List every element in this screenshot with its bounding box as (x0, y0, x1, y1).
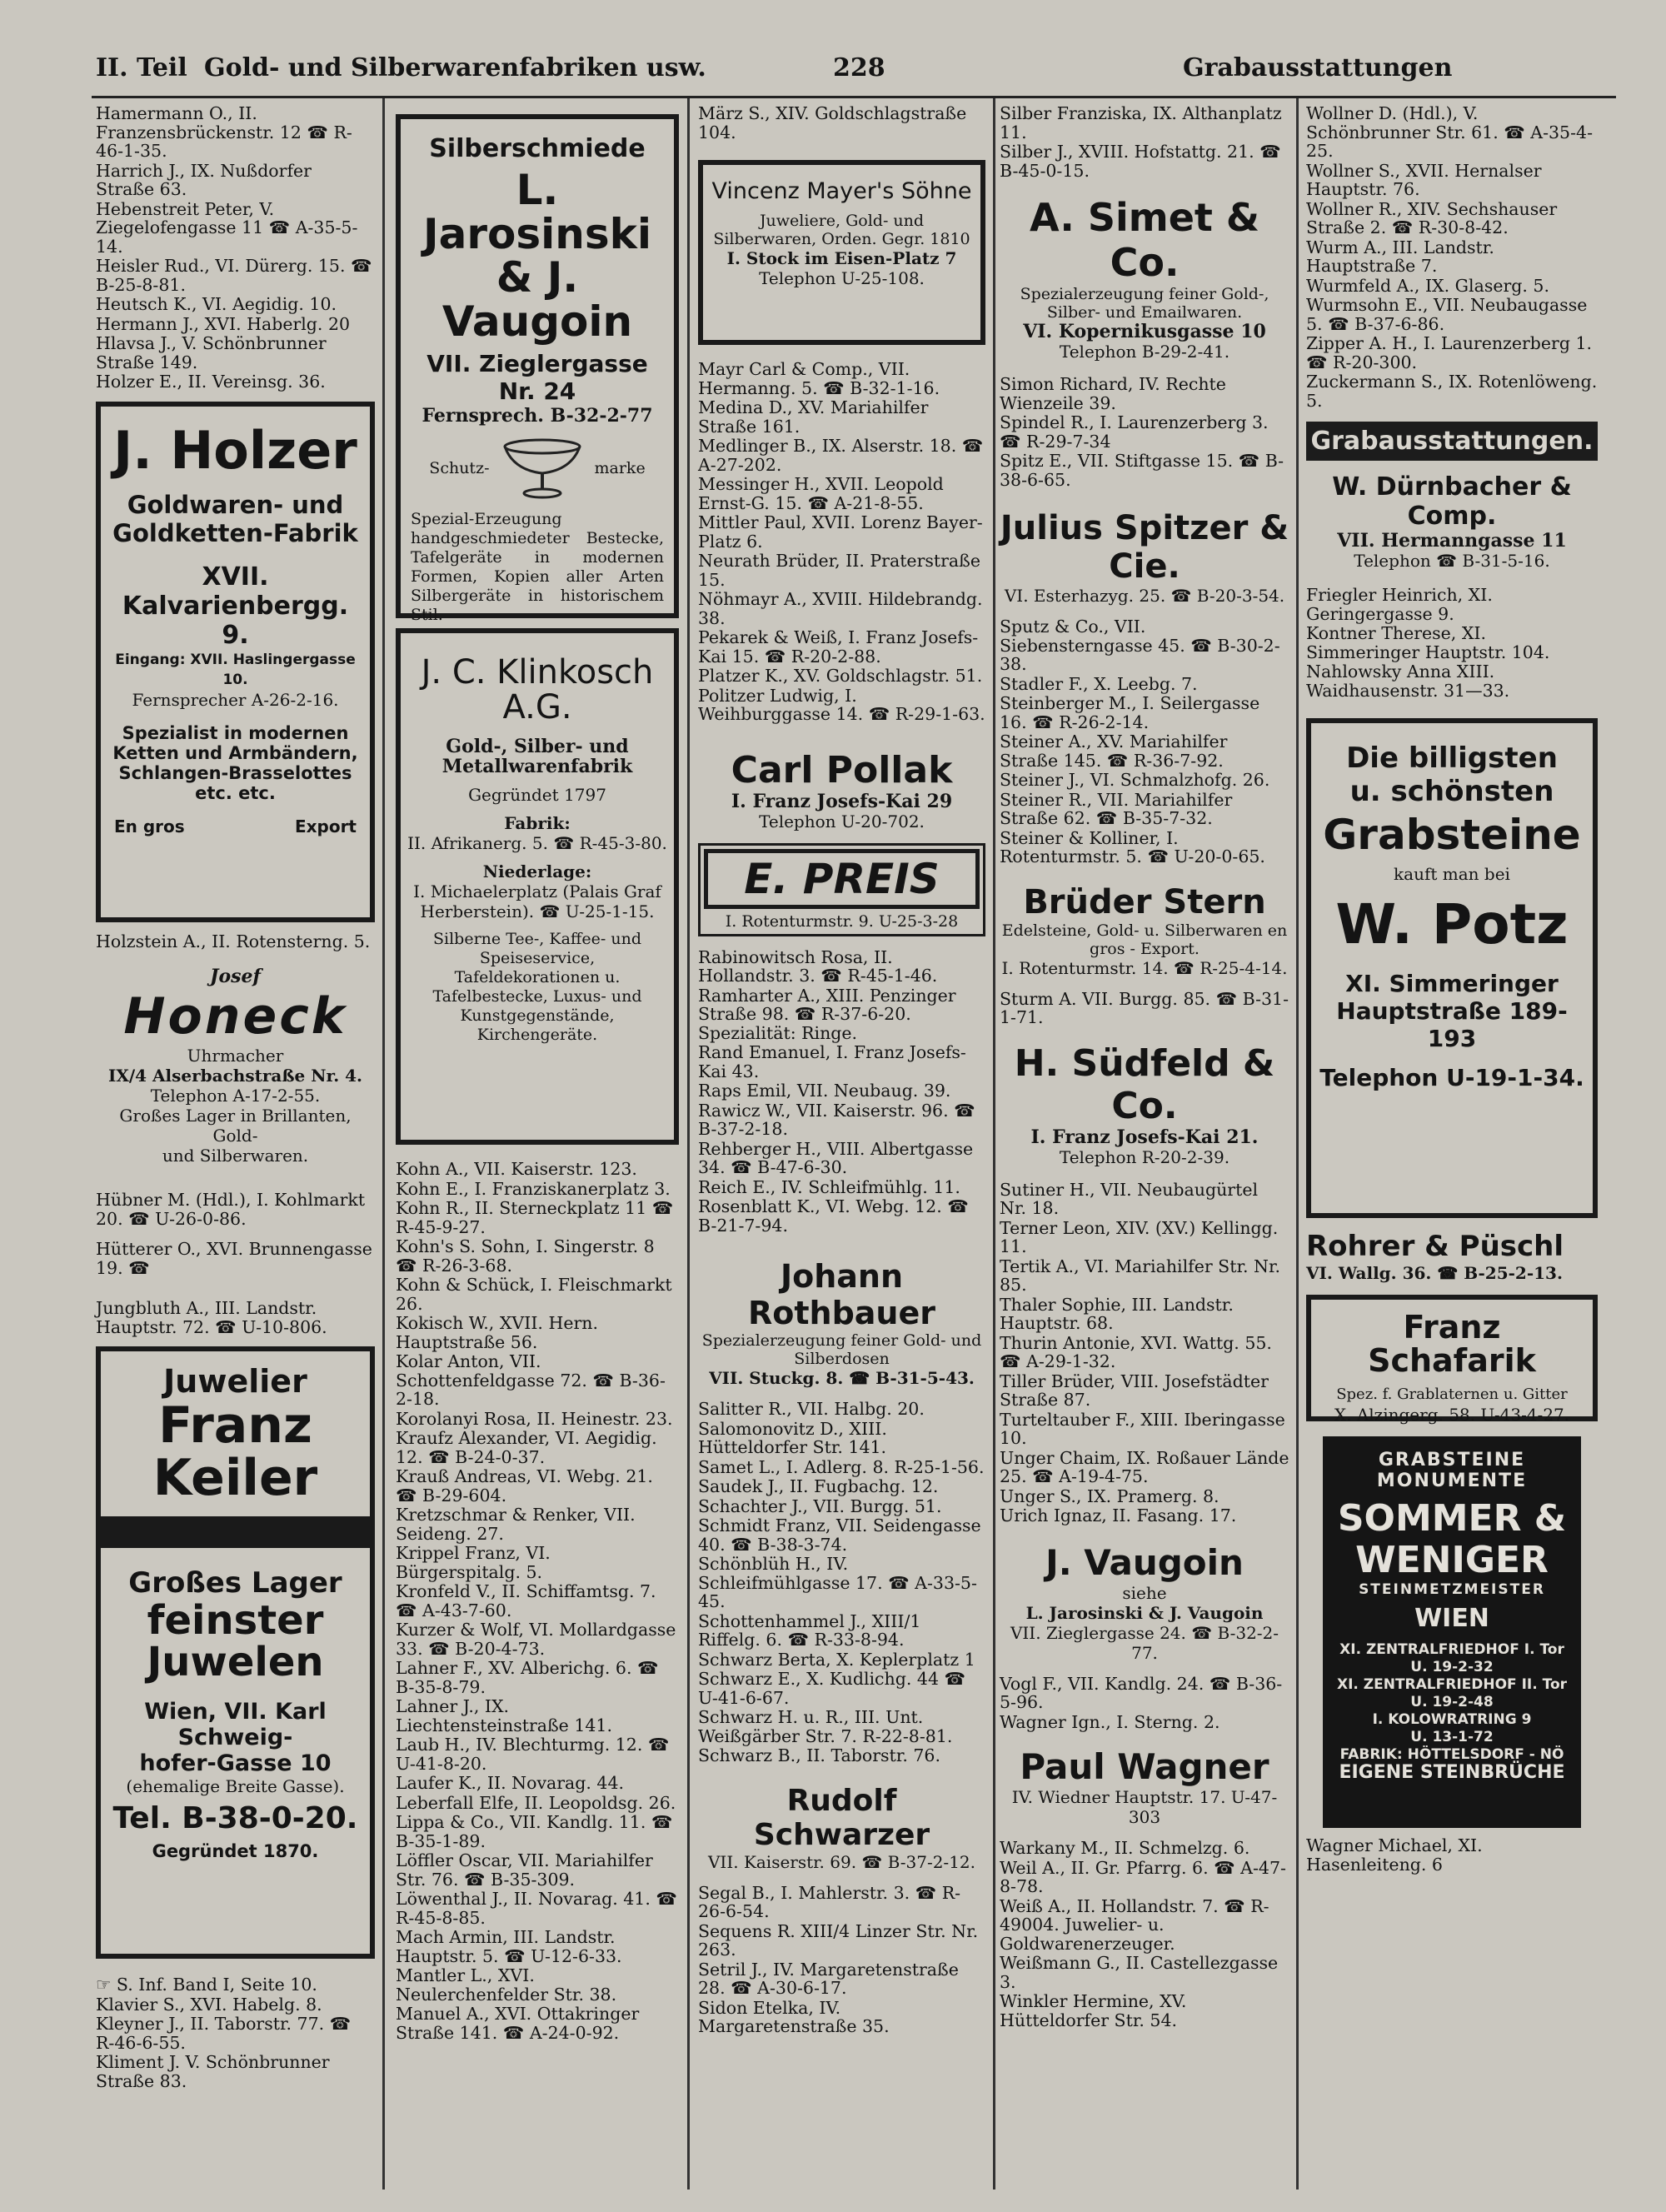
ad-text: Juwelen (147, 1639, 324, 1686)
section-heading: Grabausstattungen. (1306, 422, 1598, 461)
ad-phone: U. 13-1-72 (1410, 1729, 1494, 1745)
list-item: Messinger H., XVII. Leopold Ernst-G. 15. ☎ A-21-8-55. (698, 474, 944, 513)
ad-schafarik (1306, 1295, 1598, 1425)
list-item: Holzer E., II. Vereinsg. 36. (96, 372, 326, 392)
list-item: Schwarz Berta, X. Keplerplatz 1 (698, 1649, 975, 1670)
list-item: Platzer K., XV. Goldschlagstr. 51. (698, 666, 983, 686)
list-item: Zuckermann S., IX. Rotenlöweng. 5. (1306, 372, 1598, 411)
ad-address: I. Rotenturmstr. 9. U-25-3-28 (725, 911, 959, 931)
list-item: Mayr Carl & Comp., VII. Hermanng. 5. ☎ B-32-1-16. (698, 359, 940, 398)
list-item: Jungbluth A., III. Landstr. Hauptstr. 72. ☎ U-10-806. (96, 1298, 327, 1337)
list-item: Silber Franziska, IX. Althanplatz 11. (1000, 103, 1282, 142)
list-item: Wagner Ign., I. Sterng. 2. (1000, 1711, 1220, 1732)
ad-phone: Telephon A-17-2-55. (150, 1086, 321, 1106)
list-item: Segal B., I. Mahlerstr. 3. ☎ R-26-6-54. (698, 1882, 961, 1921)
ad-phone: Telephon B-29-2-41. (1059, 342, 1230, 362)
list-item: Lahner J., IX. Liechtensteinstraße 141. (396, 1696, 612, 1735)
list-item: Salomonovitz D., XIII. Hütteldorfer Str. 141. (698, 1418, 887, 1457)
ad-address: I. Stock im Eisen-Platz 7 (726, 248, 957, 269)
ad-address: Wien, VII. Karl Schweig- (144, 1698, 327, 1750)
ad-address: VII. Zieglergasse 24. ☎ B-32-2-77. (1010, 1622, 1279, 1663)
ad-address: XI. ZENTRALFRIEDHOF I. Tor (1339, 1641, 1564, 1658)
list-item: Samet L., I. Adlerg. 8. R-25-1-56. (698, 1456, 985, 1477)
list-item: Politzer Ludwig, I. Weihburggasse 14. ☎ R-29-1-63. (698, 685, 985, 724)
list-item: Schwarz H. u. R., III. Unt. Weißgärber Str. 7. R-22-8-81. (698, 1707, 953, 1746)
list-item: Löffler Oscar, VII. Mariahilfer Str. 76. ☎ B-35-309. (396, 1850, 653, 1890)
list-item: Krauß Andreas, VI. Webg. 21. ☎ B-29-604. (396, 1466, 653, 1505)
entry-list (96, 1191, 375, 1336)
ad-text: Gegründet 1870. (152, 1840, 319, 1861)
ad-text: marke (594, 459, 646, 477)
list-item: Rabinowitsch Rosa, II. Hollandstr. 3. ☎ R-45-1-46. (698, 946, 938, 986)
list-item: Turteltauber F., XIII. Iberingasse 10. (1000, 1409, 1285, 1448)
column-divider (687, 98, 690, 2190)
ad-text: Josef (210, 966, 261, 987)
ad-text: Gegründet 1797 (468, 785, 606, 805)
list-item: Hamermann O., II. Franzensbrückenstr. 12 ☎ R-46-1-35. (96, 103, 352, 161)
list-item: Holzstein A., II. Rotensterng. 5. (96, 931, 371, 951)
ad-text: kauft man bei (1394, 863, 1510, 884)
list-item: Sturm A. VII. Burgg. 85. ☎ B-31-1-71. (1000, 988, 1289, 1027)
running-header (96, 48, 1453, 92)
column-divider (993, 98, 995, 2190)
ad-description: Silberne Tee-, Kaffee- und Speiseservice, Tafeldekorationen u. Tafelbestecke, Luxus- und Kunstgegenstände, Kirchengeräte. (432, 930, 642, 1044)
list-item: Sutiner H., VII. Neubaugürtel Nr. 18. (1000, 1179, 1259, 1218)
list-item: Lahner F., XV. Alberichg. 6. ☎ B-35-8-79. (396, 1658, 659, 1697)
list-item: Silber J., XVIII. Hofstattg. 21. ☎ B-45-0-15. (1000, 142, 1281, 181)
list-item: Rehberger H., VIII. Albertgasse 34. ☎ B-47-6-30. (698, 1138, 974, 1177)
list-item: Schwarz E., X. Kudlichg. 44 ☎ U-41-6-67. (698, 1669, 966, 1708)
ad-address: I. Franz Josefs-Kai 21. (1030, 1126, 1259, 1148)
list-item: Nöhmayr A., XVIII. Hildebrandg. 38. (698, 589, 983, 628)
list-item: Simon Richard, IV. Rechte Wienzeile 39. (1000, 374, 1226, 413)
list-item: Hübner M. (Hdl.), I. Kohlmarkt 20. ☎ U-26-0-86. (96, 1190, 366, 1229)
list-item: Thaler Sophie, III. Landstr. Hauptstr. 68. (1000, 1294, 1234, 1333)
list-item: Weiß A., II. Hollandstr. 7. ☎ R-49004. Juwelier- u. Goldwarenerzeuger. (1000, 1895, 1269, 1954)
ad-address: XVII. Kalvarienbergg. 9. (122, 562, 349, 650)
ad-address: VII. Stuckg. 8. ☎ B-31-5-43. (709, 1368, 975, 1388)
ad-name: Vincenz Mayer's Söhne (711, 178, 972, 204)
ad-text: STEINMETZMEISTER (1359, 1581, 1545, 1598)
ad-address: FABRIK: HÖTTELSDORF - NÖ (1339, 1746, 1564, 1763)
ad-text: Eingang: XVII. Haslingergasse 10. (115, 651, 356, 688)
entry-list (698, 1400, 985, 1765)
list-item: Pekarek & Weiß, I. Franz Josefs-Kai 15. ☎ R-20-2-88. (698, 627, 979, 667)
entry-list (1000, 375, 1289, 489)
list-item: Kretzschmar & Renker, VII. Seideng. 27. (396, 1505, 636, 1544)
list-item: Manuel A., XVI. Ottakringer Straße 141. ☎ A-24-0-92. (396, 2004, 640, 2043)
ad-phone: U. 19-2-32 (1410, 1659, 1494, 1675)
list-item: Steiner J., VI. Schmalzhofg. 26. (1000, 770, 1270, 790)
ad-text: GRABSTEINE (1378, 1450, 1526, 1471)
ad-frame (704, 849, 980, 909)
ad-address: I. Rotenturmstr. 14. ☎ R-25-4-14. (1001, 957, 1288, 978)
list-item: Sidon Etelka, IV. Margaretenstraße 35. (698, 1997, 890, 2036)
ad-text: Ketten und Armbändern, (112, 742, 358, 763)
ad-rothbauer (698, 1258, 985, 1388)
ad-footer (106, 803, 365, 836)
trademark (406, 435, 669, 502)
list-item: Rawicz W., VII. Kaiserstr. 96. ☎ B-37-2-18. (698, 1100, 975, 1139)
list-item: Reich E., IV. Schleifmühlg. 11. (698, 1176, 960, 1197)
ad-phone: Fernsprecher A-26-2-16. (132, 689, 339, 710)
ad-phone: Telephon U-20-702. (759, 811, 925, 831)
list-item: Klavier S., XVI. Habelg. 8. (96, 1994, 322, 2015)
list-item: Korolanyi Rosa, II. Heinestr. 23. (396, 1408, 673, 1429)
ad-address: VI. Kopernikusgasse 10 (1023, 321, 1266, 342)
ad-name: Honeck (123, 987, 347, 1046)
ad-text: Metallwarenfabrik (441, 756, 633, 777)
ad-text: Grabsteine (1323, 811, 1581, 859)
ad-phone: U. 19-2-48 (1410, 1694, 1494, 1710)
ad-name: A. Simet & Co. (1029, 195, 1260, 285)
list-item: Rand Emanuel, I. Franz Josefs-Kai 43. (698, 1042, 966, 1081)
ad-wagner (1000, 1746, 1289, 1827)
list-item: Weil A., II. Gr. Pfarrg. 6. ☎ A-47-8-78. (1000, 1857, 1286, 1896)
list-item: Tiller Brüder, VIII. Josefstädter Straße 87. (1000, 1371, 1269, 1410)
list-item: Wurmfeld A., IX. Glaserg. 5. (1306, 275, 1549, 296)
ad-name: H. Südfeld & Co. (1014, 1041, 1275, 1127)
ad-text: u. schönsten (1349, 775, 1554, 808)
ad-name: E. PREIS (744, 854, 940, 903)
ad-text: (ehemalige Breite Gasse). (126, 1775, 345, 1796)
ad-name: Franz Schafarik (1368, 1309, 1536, 1379)
list-item: Zipper A. H., I. Laurenzerberg 1. ☎ R-20-300. (1306, 333, 1593, 372)
ad-description: Edelsteine, Gold- u. Silberwaren en gros - Export. (1001, 921, 1288, 958)
entry-list (1000, 1839, 1289, 2030)
ad-text: WIEN (1414, 1604, 1489, 1633)
ad-spitzer (1000, 509, 1289, 606)
list-item: Vogl F., VII. Kandlg. 24. ☎ B-36-5-96. (1000, 1673, 1283, 1712)
entry-list (1000, 1675, 1289, 1732)
ad-name: & J. Vaugoin (441, 253, 633, 346)
list-item: Unger Chaim, IX. Roßauer Lände 25. ☎ A-19-4-75. (1000, 1447, 1289, 1486)
list-item: Ramharter A., XIII. Penzinger Straße 98. ☎ R-37-6-20. Spezialität: Ringe. (698, 985, 956, 1043)
list-item: Steiner & Kolliner, I. Rotenturmstr. 5. ☎ U-20-0-65. (1000, 827, 1265, 866)
ad-name: J. Vaugoin (1045, 1541, 1244, 1583)
ad-text: L. Jarosinski & J. Vaugoin (1025, 1602, 1264, 1623)
ad-address: XI. ZENTRALFRIEDHOF II. Tor (1336, 1676, 1568, 1693)
list-item: Schachter J., VII. Burgg. 51. (698, 1495, 942, 1516)
list-item: Harrich J., IX. Nußdorfer Straße 63. (96, 160, 312, 199)
ad-text: und Silberwaren. (162, 1146, 309, 1166)
entry-list (396, 1160, 679, 2042)
ad-text: Die billigsten (1346, 741, 1558, 775)
ad-address: hofer-Gasse 10 (139, 1750, 332, 1776)
ad-phone: Telephon ☎ B-31-5-16. (1354, 551, 1550, 571)
ad-sommer-weniger (1323, 1436, 1581, 1828)
list-item: Hlavsa J., V. Schönbrunner Straße 149. (96, 333, 327, 372)
ad-name: L. Jarosinski (423, 166, 651, 258)
ad-text: En gros (114, 816, 185, 836)
ad-description: Spezialerzeugung feiner Gold- und Silberdosen (701, 1331, 982, 1368)
list-item: Mach Armin, III. Landstr. Hauptstr. 5. ☎ U-12-6-33. (396, 1927, 622, 1966)
ad-description: Spezial-Erzeugung handgeschmiedeter Bestecke, Tafelgeräte in modernen Formen, Kopien aller Arten Silbergeräte in historischem Stil. (411, 510, 664, 624)
entry-list (96, 104, 375, 392)
list-item: Stadler F., X. Leebg. 7. (1000, 673, 1198, 694)
list-item: Wagner Michael, XI. Hasenleiteng. 6 (1306, 1835, 1483, 1875)
column-3 (698, 104, 985, 2037)
list-item: Heisler Rud., VI. Dürerg. 15. ☎ B-25-8-81. (96, 256, 372, 295)
ad-klinkosch (396, 628, 679, 1145)
list-item: Steiner R., VII. Mariahilfer Straße 62. ☎ B-35-7-32. (1000, 789, 1233, 828)
column-1 (96, 104, 375, 2091)
ad-text: Spezialist in modernen (122, 722, 349, 743)
list-item: Thurin Antonie, XVI. Wattg. 55. ☎ A-29-1-32. (1000, 1332, 1272, 1371)
ad-phone: Fernsprech. B-32-2-77 (421, 405, 653, 427)
list-item: Winkler Hermine, XV. Hütteldorfer Str. 54. (1000, 1991, 1187, 2030)
ad-text: Großes Lager (128, 1566, 342, 1600)
ad-bar (101, 1516, 370, 1548)
entry-list (1306, 586, 1598, 700)
list-item: Hermann J., XVI. Haberlg. 20 (96, 313, 351, 334)
ad-name: Johann Rothbauer (748, 1258, 935, 1331)
ad-honeck (96, 966, 375, 1166)
ad-name: Rohrer & Püschl (1306, 1230, 1564, 1263)
list-item: Warkany M., II. Schmelzg. 6. (1000, 1838, 1250, 1858)
ad-phone: Tel. B-38-0-20. (112, 1800, 358, 1835)
ad-name: J. C. Klinkosch A.G. (421, 653, 654, 727)
ad-label: Fabrik: (504, 813, 571, 833)
list-item: Kliment J. V. Schönbrunner Straße 83. (96, 2052, 330, 2091)
list-item: Schönblüh H., IV. Schleifmühlgasse 17. ☎ A-33-5-45. (698, 1554, 977, 1611)
entry-list (1000, 1181, 1289, 1525)
list-item: Wurmsohn E., VII. Neubaugasse 5. ☎ B-37-6-86. (1306, 295, 1588, 334)
list-item: Saudek J., II. Fugbachg. 12. (698, 1476, 939, 1496)
ad-pollak (698, 749, 985, 831)
ad-mayer (698, 160, 985, 345)
list-item: März S., XIV. Goldschlagstraße 104. (698, 103, 967, 142)
list-item: Steinberger M., I. Seilergasse 16. ☎ R-26-2-14. (1000, 693, 1260, 732)
list-item: Kohn & Schück, I. Fleischmarkt 26. (396, 1275, 672, 1314)
list-item: Spindel R., I. Laurenzerberg 3. ☎ R-29-7-34 (1000, 412, 1269, 452)
list-item: Kontner Therese, XI. Simmeringer Hauptstr. 104. (1306, 623, 1550, 662)
ad-address: I. KOLOWRATRING 9 (1372, 1711, 1532, 1728)
ad-name: J. Holzer (113, 419, 357, 481)
ad-description: Spez. f. Grablaternen u. Gitter (1336, 1385, 1568, 1403)
ad-text: MONUMENTE (1376, 1471, 1528, 1491)
column-4 (1000, 104, 1289, 2030)
list-item: Tertik A., VI. Mariahilfer Str. Nr. 85. (1000, 1256, 1281, 1295)
list-item: Laub H., IV. Blechturmg. 12. ☎ U-41-8-20. (396, 1735, 670, 1774)
ad-text: Silberschmiede (429, 134, 646, 163)
ad-text: Uhrmacher (187, 1046, 284, 1066)
list-item: Kohn E., I. Franziskanerplatz 3. (396, 1178, 671, 1199)
list-item: Medlinger B., IX. Alserstr. 18. ☎ A-27-202. (698, 436, 984, 475)
ad-text: feinster (147, 1597, 324, 1644)
list-item: Wollner S., XVII. Hernalser Hauptstr. 76. (1306, 160, 1542, 199)
ad-jarosinski (396, 114, 679, 624)
goblet-icon (496, 435, 588, 502)
ad-address: X. Alzingerg. 58. U-43-4-27. (1334, 1404, 1570, 1425)
list-item: Laufer K., II. Novarag. 44. (396, 1773, 625, 1793)
ad-address: II. Afrikanerg. 5. ☎ R-45-3-80. (407, 833, 667, 853)
ad-stern (1000, 883, 1289, 978)
ad-name: Julius Spitzer & Cie. (1000, 509, 1289, 586)
list-item: Hebenstreit Peter, V. Ziegelofengasse 11 ☎ A-35-5-14. (96, 198, 358, 257)
ad-simet (1000, 195, 1289, 362)
ad-address: VII. Kaiserstr. 69. ☎ B-37-2-12. (707, 1851, 975, 1872)
ad-name: Rudolf Schwarzer (753, 1783, 930, 1852)
ad-description: Spezialerzeugung feiner Gold-, Silber- und Emailwaren. (1020, 285, 1269, 322)
ad-text: Goldwaren- und (127, 490, 344, 519)
section-title: Gold- und Silberwarenfabriken usw. (204, 53, 706, 82)
ad-schwarzer (698, 1784, 985, 1872)
ad-name: WENIGER (1355, 1539, 1549, 1581)
list-item: Medina D., XV. Mariahilfer Straße 161. (698, 397, 929, 437)
list-item: Sequens R. XIII/4 Linzer Str. Nr. 263. (698, 1920, 979, 1960)
list-item: Neurath Brüder, II. Praterstraße 15. (698, 551, 980, 590)
ad-text: Export (294, 816, 357, 836)
ad-name: W. Dürnbacher & Comp. (1332, 472, 1572, 531)
entry-list (1000, 617, 1289, 866)
ad-phone: Telephon R-20-2-39. (1059, 1146, 1230, 1167)
column-divider (1296, 98, 1299, 2190)
list-item: Wurm A., III. Landstr. Hauptstraße 7. (1306, 237, 1494, 276)
list-item: Spitz E., VII. Stiftgasse 15. ☎ B-38-6-65. (1000, 451, 1284, 490)
ad-text: EIGENE STEINBRÜCHE (1339, 1762, 1565, 1783)
entry-list (698, 360, 985, 724)
ad-address: XI. Simmeringer (1345, 969, 1559, 997)
page-number: 228 (833, 53, 885, 82)
list-item: Schottenhammel J., XIII/1 Riffelg. 6. ☎ R-33-8-94. (698, 1610, 921, 1650)
ad-phone: Telephon U-25-108. (759, 268, 925, 289)
list-item: Wollner D. (Hdl.), V. Schönbrunner Str. 61. ☎ A-35-4-25. (1306, 103, 1593, 161)
list-item: Sputz & Co., VII. Siebensterngasse 45. ☎ B-30-2-38. (1000, 617, 1280, 674)
entry-list (698, 1884, 985, 2036)
header-rule (92, 96, 1616, 98)
ad-address: I. Michaelerplatz (Palais Graf Herberstein). ☎ U-25-1-15. (413, 881, 661, 921)
list-item: Löwenthal J., II. Novarag. 41. ☎ R-45-8-85. (396, 1889, 677, 1928)
ad-name: W. Potz (1335, 891, 1569, 956)
list-item: Weißmann G., II. Castellezgasse 3. (1000, 1953, 1279, 1992)
ad-duernbacher (1306, 472, 1598, 571)
column-divider (382, 98, 385, 2190)
ad-text: Schutz- (429, 459, 490, 477)
list-item: Kohn R., II. Sterneckplatz 11 ☎ R-45-9-27. (396, 1198, 674, 1237)
ad-address: VI. Wallg. 36. ☎ B-25-2-13. (1306, 1263, 1563, 1283)
list-item: Heutsch K., VI. Aegidig. 10. (96, 294, 337, 314)
list-item: Kohn A., VII. Kaiserstr. 123. (396, 1159, 637, 1179)
list-item: Lippa & Co., VII. Kandlg. 11. ☎ B-35-1-89. (396, 1812, 673, 1851)
list-item: Rosenblatt K., VI. Webg. 12. ☎ B-21-7-94. (698, 1196, 969, 1236)
list-item: Kohn's S. Sohn, I. Singerstr. 8 ☎ R-26-3-68. (396, 1236, 655, 1276)
list-item: Hütterer O., XVI. Brunnengasse 19. ☎ (96, 1239, 372, 1278)
list-item: Raps Emil, VII. Neubaug. 39. (698, 1081, 951, 1101)
list-item: Salitter R., VII. Halbg. 20. (698, 1399, 925, 1419)
ad-suedfeld (1000, 1042, 1289, 1167)
ad-rohrer (1306, 1230, 1598, 1283)
ad-name: SOMMER & (1337, 1497, 1567, 1540)
ad-keiler (96, 1346, 375, 1959)
list-item: Kleyner J., II. Taborstr. 77. ☎ R-46-6-55. (96, 2014, 352, 2053)
list-item: ☞ S. Inf. Band I, Seite 10. (96, 1975, 317, 1995)
running-head: Grabausstattungen (1183, 53, 1453, 82)
ad-text: siehe (1122, 1582, 1167, 1603)
ad-vaugoin (1000, 1542, 1289, 1663)
ad-address: IV. Wiedner Hauptstr. 17. U-47-303 (1011, 1787, 1278, 1827)
part-label: II. Teil (96, 53, 187, 82)
list-item: Schwarz B., II. Taborstr. 76. (698, 1745, 940, 1765)
ad-name: Carl Pollak (731, 748, 953, 791)
entry-list (96, 1975, 375, 2090)
ad-text: etc. etc. (195, 782, 276, 803)
list-item: Setril J., IV. Margaretenstraße 28. ☎ A-30-6-17. (698, 1959, 959, 1998)
list-item: Schmidt Franz, VII. Seidengasse 40. ☎ B-38-3-74. (698, 1515, 981, 1555)
list-item: Steiner A., XV. Mariahilfer Straße 145. ☎ R-36-7-92. (1000, 732, 1228, 771)
ad-holzer (96, 402, 375, 922)
column-5 (1306, 104, 1598, 1875)
ad-text: Goldketten-Fabrik (112, 518, 358, 547)
ad-text: Juwelier (163, 1363, 307, 1400)
ad-text: Großes Lager in Brillanten, Gold- (119, 1106, 352, 1146)
ad-label: Niederlage: (482, 861, 592, 881)
list-item: Friegler Heinrich, XI. Geringergasse 9. (1306, 585, 1493, 624)
list-item: Unger S., IX. Pramerg. 8. (1000, 1485, 1220, 1506)
list-item: Terner Leon, XIV. (XV.) Kellingg. 11. (1000, 1217, 1279, 1256)
list-item: Leberfall Elfe, II. Leopoldsg. 26. (396, 1792, 676, 1813)
list-item: Mantler L., XVI. Neulerchenfelder Str. 38. (396, 1965, 617, 2005)
list-item: Kolar Anton, VII. Schottenfeldgasse 72. ☎ B-36-2-18. (396, 1351, 666, 1409)
list-item: Kokisch W., XVII. Hern. Hauptstraße 56. (396, 1313, 598, 1352)
ad-name: Franz Keiler (152, 1396, 318, 1507)
ad-name: Brüder Stern (1023, 882, 1266, 921)
ad-description: Juweliere, Gold- und Silberwaren, Orden. Gegr. 1810 (713, 212, 970, 249)
ad-text: Schlangen-Brasselottes (118, 762, 352, 783)
ad-name: Paul Wagner (1020, 1746, 1269, 1787)
ad-address: VI. Esterhazyg. 25. ☎ B-20-3-54. (1004, 586, 1285, 606)
list-item: Kraufz Alexander, VI. Aegidig. 12. ☎ B-24-0-37. (396, 1428, 657, 1467)
list-item: Krippel Franz, VI. Bürgerspitalg. 5. (396, 1543, 551, 1582)
ad-potz (1306, 718, 1598, 1218)
list-item: Kurzer & Wolf, VI. Mollardgasse 33. ☎ B-20-4-73. (396, 1620, 676, 1659)
ad-address: IX/4 Alserbachstraße Nr. 4. (107, 1066, 363, 1086)
entry-list (1306, 104, 1598, 410)
ad-address: VII. Hermanngasse 11 (1337, 530, 1567, 552)
ad-address: VII. Zieglergasse Nr. 24 (426, 350, 648, 405)
list-item: Kronfeld V., II. Schiffamtsg. 7. ☎ A-43-7-60. (396, 1581, 656, 1620)
list-item: Urich Ignaz, II. Fasang. 17. (1000, 1505, 1237, 1525)
ad-address: I. Franz Josefs-Kai 29 (731, 790, 953, 812)
entry-list (698, 948, 985, 1236)
column-2 (396, 104, 679, 2043)
list-item: Nahlowsky Anna XIII. Waidhausenstr. 31—33. (1306, 662, 1510, 701)
ad-text: Gold-, Silber- und (446, 736, 629, 757)
ad-address: Hauptstraße 189-193 (1336, 996, 1568, 1052)
ad-phone: Telephon U-19-1-34. (1319, 1063, 1584, 1091)
list-item: Mittler Paul, XVII. Lorenz Bayer-Platz 6. (698, 512, 983, 552)
ad-preis (698, 843, 985, 936)
list-item: Wollner R., XIV. Sechshauser Straße 2. ☎ R-30-8-42. (1306, 198, 1558, 237)
